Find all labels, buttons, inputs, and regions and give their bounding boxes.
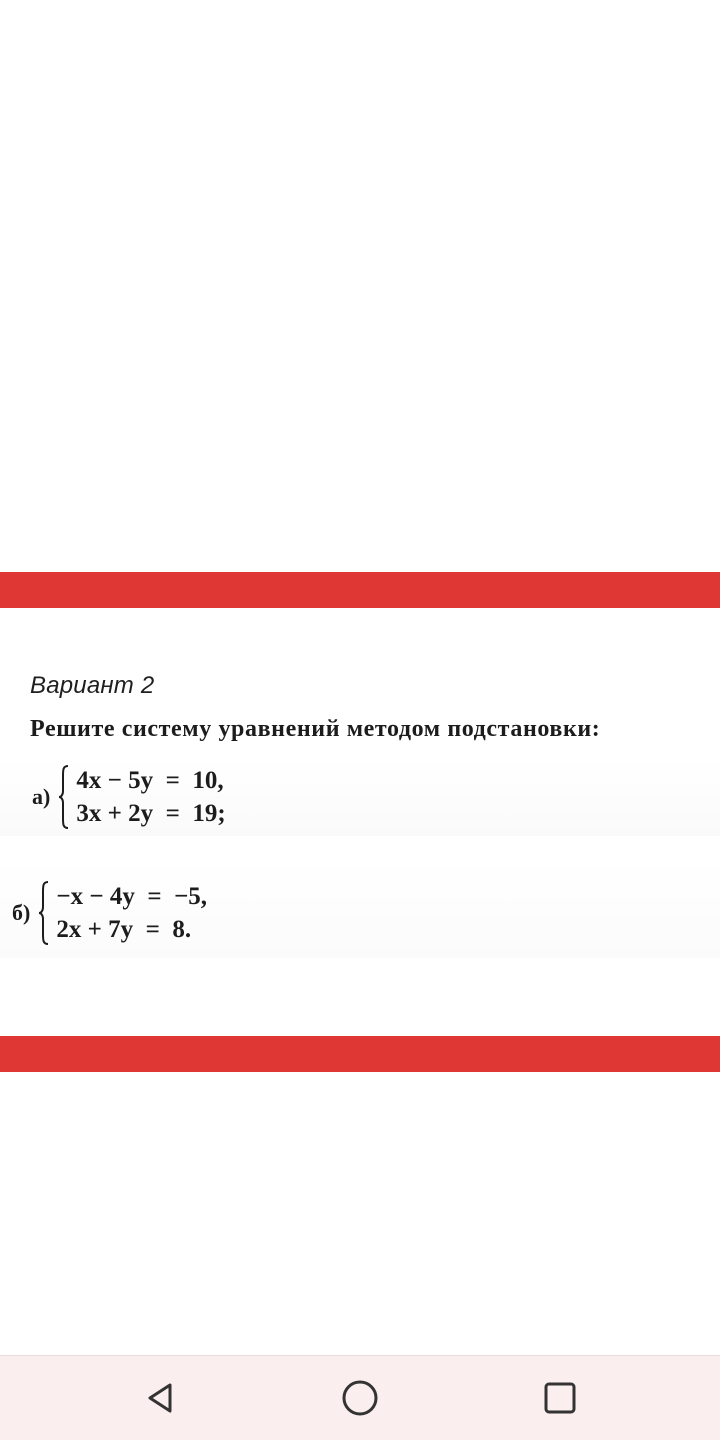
bottom-red-stripe bbox=[0, 1036, 720, 1072]
recents-button[interactable] bbox=[536, 1376, 584, 1420]
navigation-bar bbox=[0, 1355, 720, 1440]
recents-square-icon bbox=[542, 1380, 578, 1416]
equations bbox=[56, 881, 207, 945]
equation: −x − 4y = −5, bbox=[56, 883, 208, 910]
curly-brace-icon bbox=[38, 880, 50, 946]
home-circle-icon bbox=[340, 1378, 380, 1418]
equation-system-a bbox=[32, 764, 226, 830]
task-text: Решите систему уравнений методом подстановки: bbox=[30, 716, 601, 742]
equation: 2x + 7y = 8. bbox=[56, 916, 192, 943]
equations bbox=[76, 765, 225, 829]
item-label: а) bbox=[32, 784, 51, 809]
top-red-stripe bbox=[0, 572, 720, 608]
equation: 3x + 2y = 19; bbox=[76, 800, 226, 827]
equation-system-b bbox=[12, 880, 207, 946]
variant-title: Вариант 2 bbox=[30, 672, 155, 699]
home-button[interactable] bbox=[336, 1376, 384, 1420]
curly-brace-icon bbox=[58, 764, 70, 830]
equation: 4x − 5y = 10, bbox=[76, 767, 224, 794]
back-triangle-icon bbox=[142, 1380, 178, 1416]
item-label: б) bbox=[12, 900, 31, 925]
back-button[interactable] bbox=[136, 1376, 184, 1420]
